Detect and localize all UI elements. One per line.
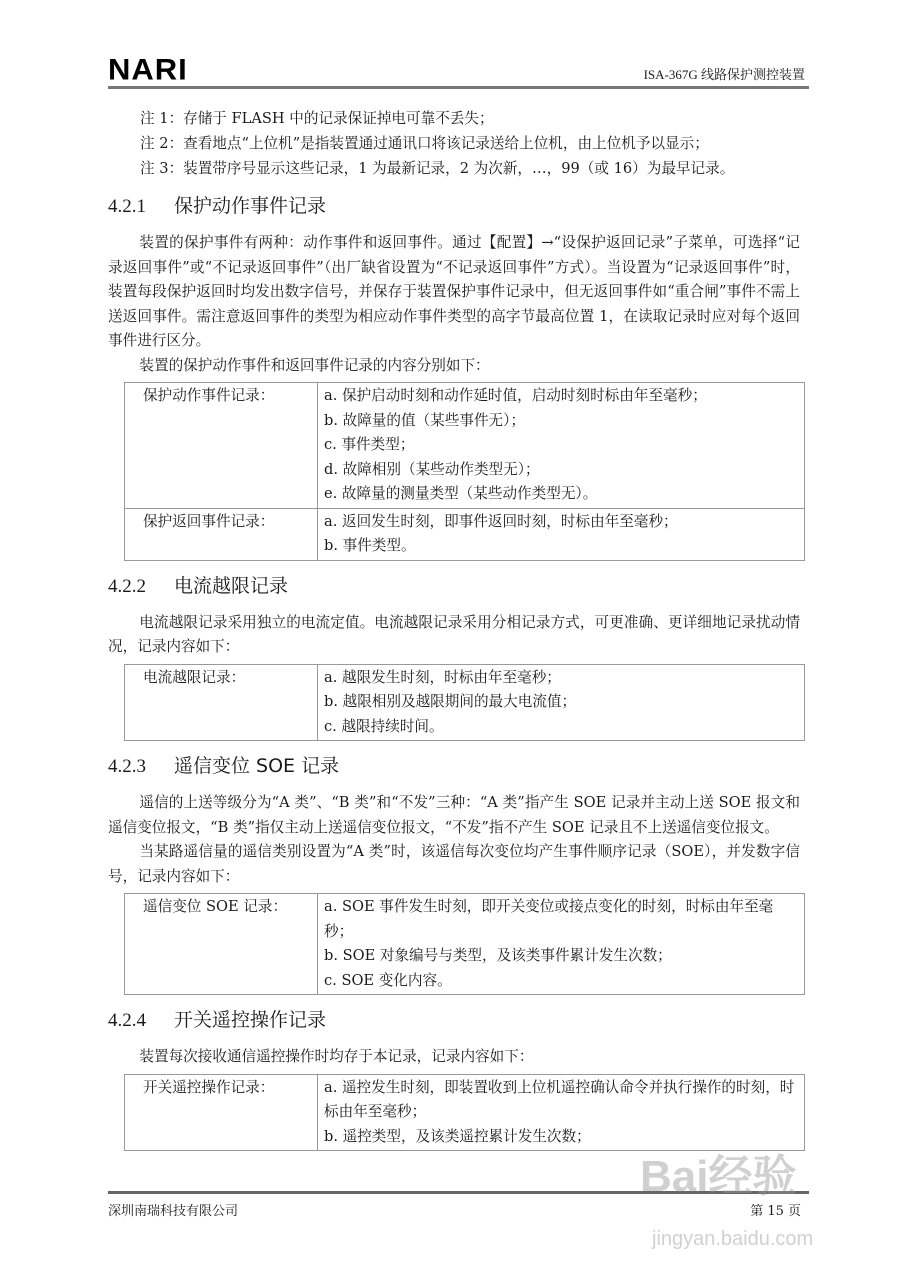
document-body — [108, 106, 800, 1157]
record-contents — [318, 664, 805, 741]
watermark-brand: Bai经验 — [640, 1152, 797, 1201]
record-table — [124, 382, 805, 561]
record-table — [124, 664, 805, 742]
table-row — [125, 383, 805, 509]
record-item: e. 故障量的测量类型（某些动作类型无）。 — [324, 485, 598, 502]
notes — [108, 106, 800, 181]
record-type-label: 保护返回事件记录： — [125, 508, 318, 560]
record-item: d. 故障相别（某些动作类型无）； — [324, 460, 540, 478]
paragraph: 装置的保护事件有两种：动作事件和返回事件。通过【配置】→“设保护返回记录”子菜单，可选择“记录返回事件”或“不记录返回事件”（出厂缺省设置为“不记录返回事件”方式）。当设置为“记录返回事件”时，装置每段保护返回时均发出数字信号，并保存于装置保护事件记录中，但无返回事件如“重合闸”事件不需上送返回事件。需注意返回事件的类型为相应动作事件类型的高字节最高位置 1，在读取记录时应对每个返回事件进行区分。 — [108, 234, 800, 349]
section-4-2-2 — [108, 570, 800, 742]
section-heading — [108, 190, 800, 223]
record-item: b. 越限相别及越限期间的最大电流值； — [324, 693, 577, 710]
note: 注 2：查看地点“上位机”是指装置通过通讯口将该记录送给上位机，由上位机予以显示； — [140, 135, 709, 152]
record-table — [124, 893, 805, 995]
footer-page-number: 第 15 页 — [750, 1204, 801, 1219]
record-type-label: 保护动作事件记录： — [125, 383, 318, 509]
paragraph: 当某路遥信量的遥信类别设置为“A 类”时，该遥信每次变位均产生事件顺序记录（SOE），并发数字信号，记录内容如下： — [108, 843, 800, 885]
footer-company: 深圳南瑞科技有限公司 — [108, 1204, 239, 1219]
paragraph: 装置的保护动作事件和返回事件记录的内容分别如下： — [139, 356, 490, 374]
record-item: c. SOE 变化内容。 — [324, 971, 452, 989]
section-number: 4.2.2 — [108, 575, 146, 597]
section-heading — [108, 570, 800, 603]
record-item: b. 故障量的值（某些事件无）； — [324, 411, 526, 429]
record-item: a. 返回发生时刻，即事件返回时刻，时标由年至毫秒； — [324, 512, 678, 530]
record-contents — [318, 383, 805, 509]
section-4-2-4 — [108, 1004, 800, 1151]
note: 注 3：装置带序号显示这些记录，1 为最新记录，2 为次新，…，99（或 16）为最早记录。 — [140, 160, 735, 177]
record-item: b. 事件类型。 — [324, 537, 416, 554]
table-row — [125, 894, 805, 995]
record-type-label: 电流越限记录： — [125, 664, 318, 741]
section-title: 开关遥控操作记录 — [174, 1009, 327, 1031]
header-divider — [108, 86, 809, 89]
nari-logo: NARI — [108, 52, 188, 87]
record-item: a. 越限发生时刻，时标由年至毫秒； — [324, 668, 561, 686]
section-number: 4.2.4 — [108, 1010, 146, 1031]
section-title: 保护动作事件记录 — [174, 195, 327, 217]
section-title: 遥信变位 SOE 记录 — [174, 755, 340, 777]
record-item: a. SOE 事件发生时刻，即开关变位或接点变化的时刻，时标由年至毫秒； — [324, 898, 774, 940]
section-number: 4.2.1 — [108, 196, 146, 217]
watermark-site: jingyan.baidu.com — [652, 1228, 814, 1250]
record-contents — [318, 508, 805, 560]
note: 注 1：存储于 FLASH 中的记录保证掉电可靠不丢失； — [140, 110, 494, 127]
record-item: c. 越限持续时间。 — [324, 717, 444, 735]
section-title: 电流越限记录 — [174, 574, 289, 597]
record-type-label: 开关遥控操作记录： — [125, 1074, 318, 1151]
paragraph: 遥信的上送等级分为“A 类”、“B 类”和“不发”三种：“A 类”指产生 SOE 记录并主动上送 SOE 报文和遥信变位报文，“B 类”指仅主动上送遥信变位报文，“不发”指不产生 SOE 记录且不上送遥信变位报文。 — [108, 794, 800, 836]
record-item: b. SOE 对象编号与类型，及该类事件累计发生次数； — [324, 947, 672, 964]
paragraph: 电流越限记录采用独立的电流定值。电流越限记录采用分相记录方式，可更准确、更详细地记录扰动情况，记录内容如下： — [108, 613, 800, 655]
record-type-label: 遥信变位 SOE 记录： — [125, 894, 318, 995]
document-title: ISA-367G 线路保护测控装置 — [643, 67, 805, 82]
section-number: 4.2.3 — [108, 756, 146, 777]
record-item: c. 事件类型； — [324, 436, 415, 453]
record-item: a. 保护启动时刻和动作延时值，启动时刻时标由年至毫秒； — [324, 387, 707, 404]
record-contents — [318, 894, 805, 995]
table-row — [125, 508, 805, 560]
section-4-2-1 — [108, 190, 800, 561]
section-4-2-3 — [108, 750, 800, 995]
record-item: b. 遥控类型，及该类遥控累计发生次数； — [324, 1127, 591, 1145]
section-heading — [108, 750, 800, 783]
record-item: a. 遥控发生时刻，即装置收到上位机遥控确认命令并执行操作的时刻，时标由年至毫秒； — [324, 1078, 795, 1120]
table-row — [125, 664, 805, 741]
paragraph: 装置每次接收通信遥控操作时均存于本记录，记录内容如下： — [139, 1048, 534, 1065]
section-heading — [108, 1004, 800, 1037]
